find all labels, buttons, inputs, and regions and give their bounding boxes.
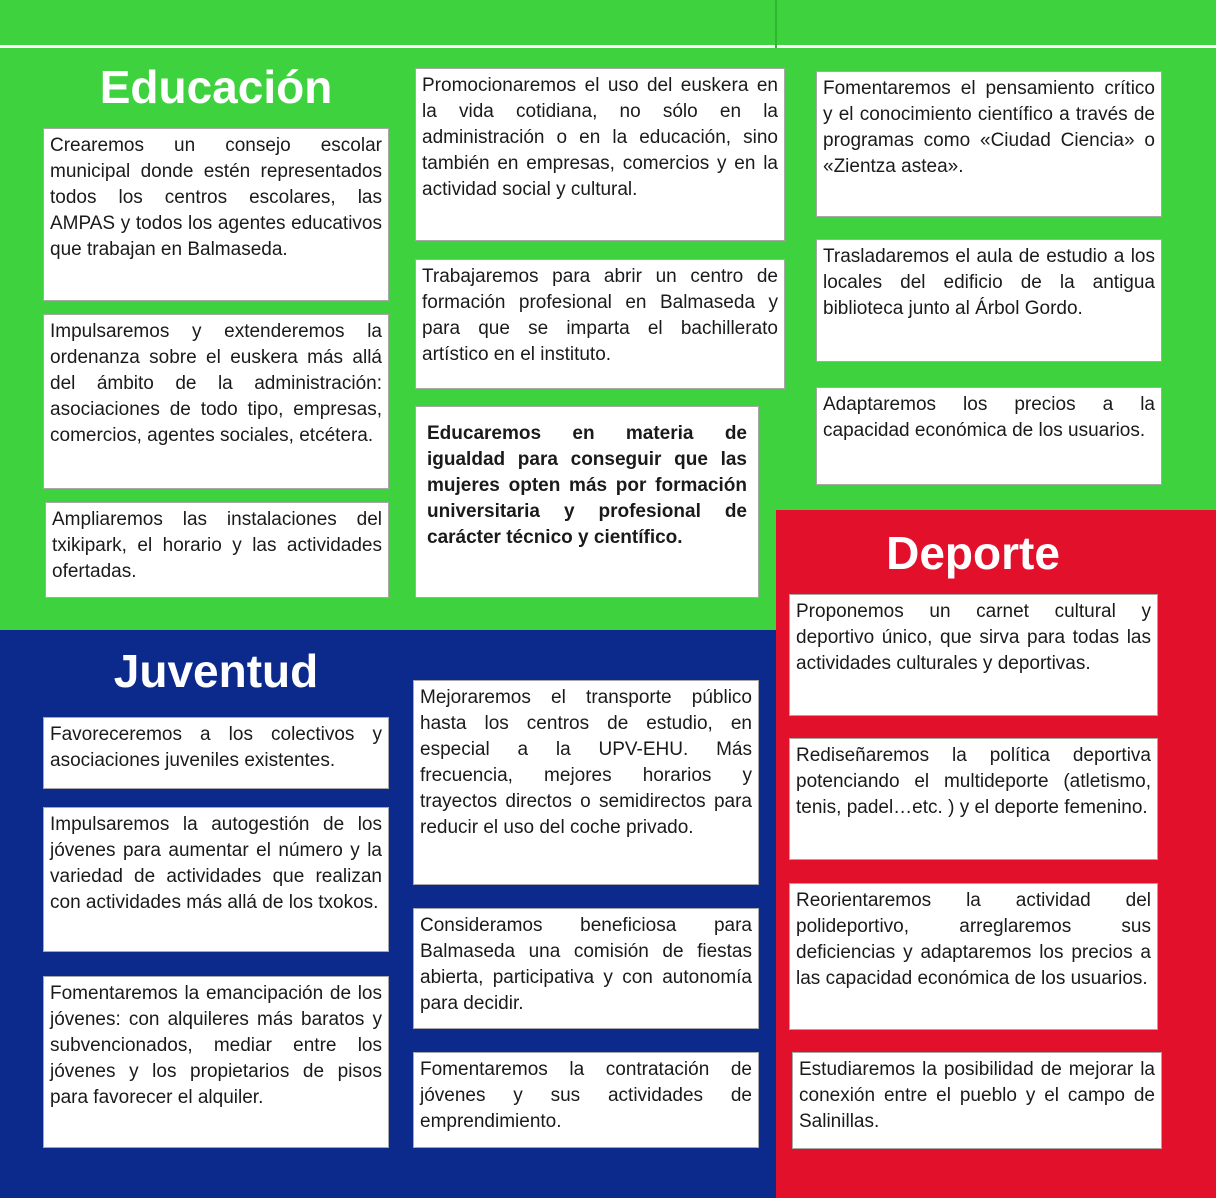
juventud-item: Mejoraremos el transporte público hasta los centros de estudio, en especial a la UPV-EHU. Más frecuencia, mejores horarios y trayectos directos o semidirectos para reducir el uso del coche privado. — [413, 680, 759, 885]
educacion-item: Crearemos un consejo escolar municipal donde estén representados todos los centros escolares, las AMPAS y todos los agentes educativos que trabajan en Balmaseda. — [43, 128, 389, 301]
juventud-item: Fomentaremos la contratación de jóvenes y sus actividades de emprendimiento. — [413, 1052, 759, 1148]
educacion-item: Impulsaremos y extenderemos la ordenanza sobre el euskera más allá del ámbito de la administración: asociaciones de todo tipo, empresas, comercios, agentes sociales, etcétera. — [43, 314, 389, 489]
juventud-item: Fomentaremos la emancipación de los jóvenes: con alquileres más baratos y subvencionados, mediar entre los jóvenes y los propietarios de pisos para favorecer el alquiler. — [43, 976, 389, 1148]
juventud-item: Favoreceremos a los colectivos y asociaciones juveniles existentes. — [43, 717, 389, 789]
educacion-item: Trasladaremos el aula de estudio a los locales del edificio de la antigua biblioteca junto al Árbol Gordo. — [816, 239, 1162, 362]
deporte-item: Reorientaremos la actividad del polideportivo, arreglaremos sus deficiencias y adaptaremos los precios a las capacidad económica de los usuarios. — [789, 883, 1158, 1030]
deporte-heading: Deporte — [886, 527, 1060, 579]
educacion-heading: Educación — [99, 61, 333, 113]
top-divider-line — [0, 45, 1216, 48]
educacion-item: Trabajaremos para abrir un centro de formación profesional en Balmaseda y para que se imparta el bachillerato artístico en el instituto. — [415, 259, 785, 389]
juventud-item: Consideramos beneficiosa para Balmaseda una comisión de fiestas abierta, participativa y con autonomía para decidir. — [413, 908, 759, 1029]
deporte-item: Proponemos un carnet cultural y deportivo único, que sirva para todas las actividades culturales y deportivas. — [789, 594, 1158, 716]
educacion-item: Promocionaremos el uso del euskera en la vida cotidiana, no sólo en la administración o en la educación, sino también en empresas, comercios y en la actividad social y cultural. — [415, 68, 785, 241]
deporte-item: Estudiaremos la posibilidad de mejorar la conexión entre el pueblo y el campo de Salinillas. — [792, 1052, 1162, 1149]
deporte-item: Rediseñaremos la política deportiva potenciando el multideporte (atletismo, tenis, padel…etc. ) y el deporte femenino. — [789, 738, 1158, 860]
educacion-item: Ampliaremos las instalaciones del txikipark, el horario y las actividades ofertadas. — [45, 502, 389, 598]
juventud-item: Impulsaremos la autogestión de los jóvenes para aumentar el número y la variedad de actividades que realizan con actividades más allá de los txokos. — [43, 807, 389, 952]
educacion-item: Adaptaremos los precios a la capacidad económica de los usuarios. — [816, 387, 1162, 485]
top-column-divider — [775, 0, 777, 48]
educacion-item: Fomentaremos el pensamiento crítico y el conocimiento científico a través de programas como «Ciudad Ciencia» o «Zientza astea». — [816, 71, 1162, 217]
juventud-heading: Juventud — [113, 645, 319, 697]
educacion-item-highlight: Educaremos en materia de igualdad para conseguir que las mujeres opten más por formación universitaria y profesional de carácter técnico y científico. — [415, 406, 759, 598]
